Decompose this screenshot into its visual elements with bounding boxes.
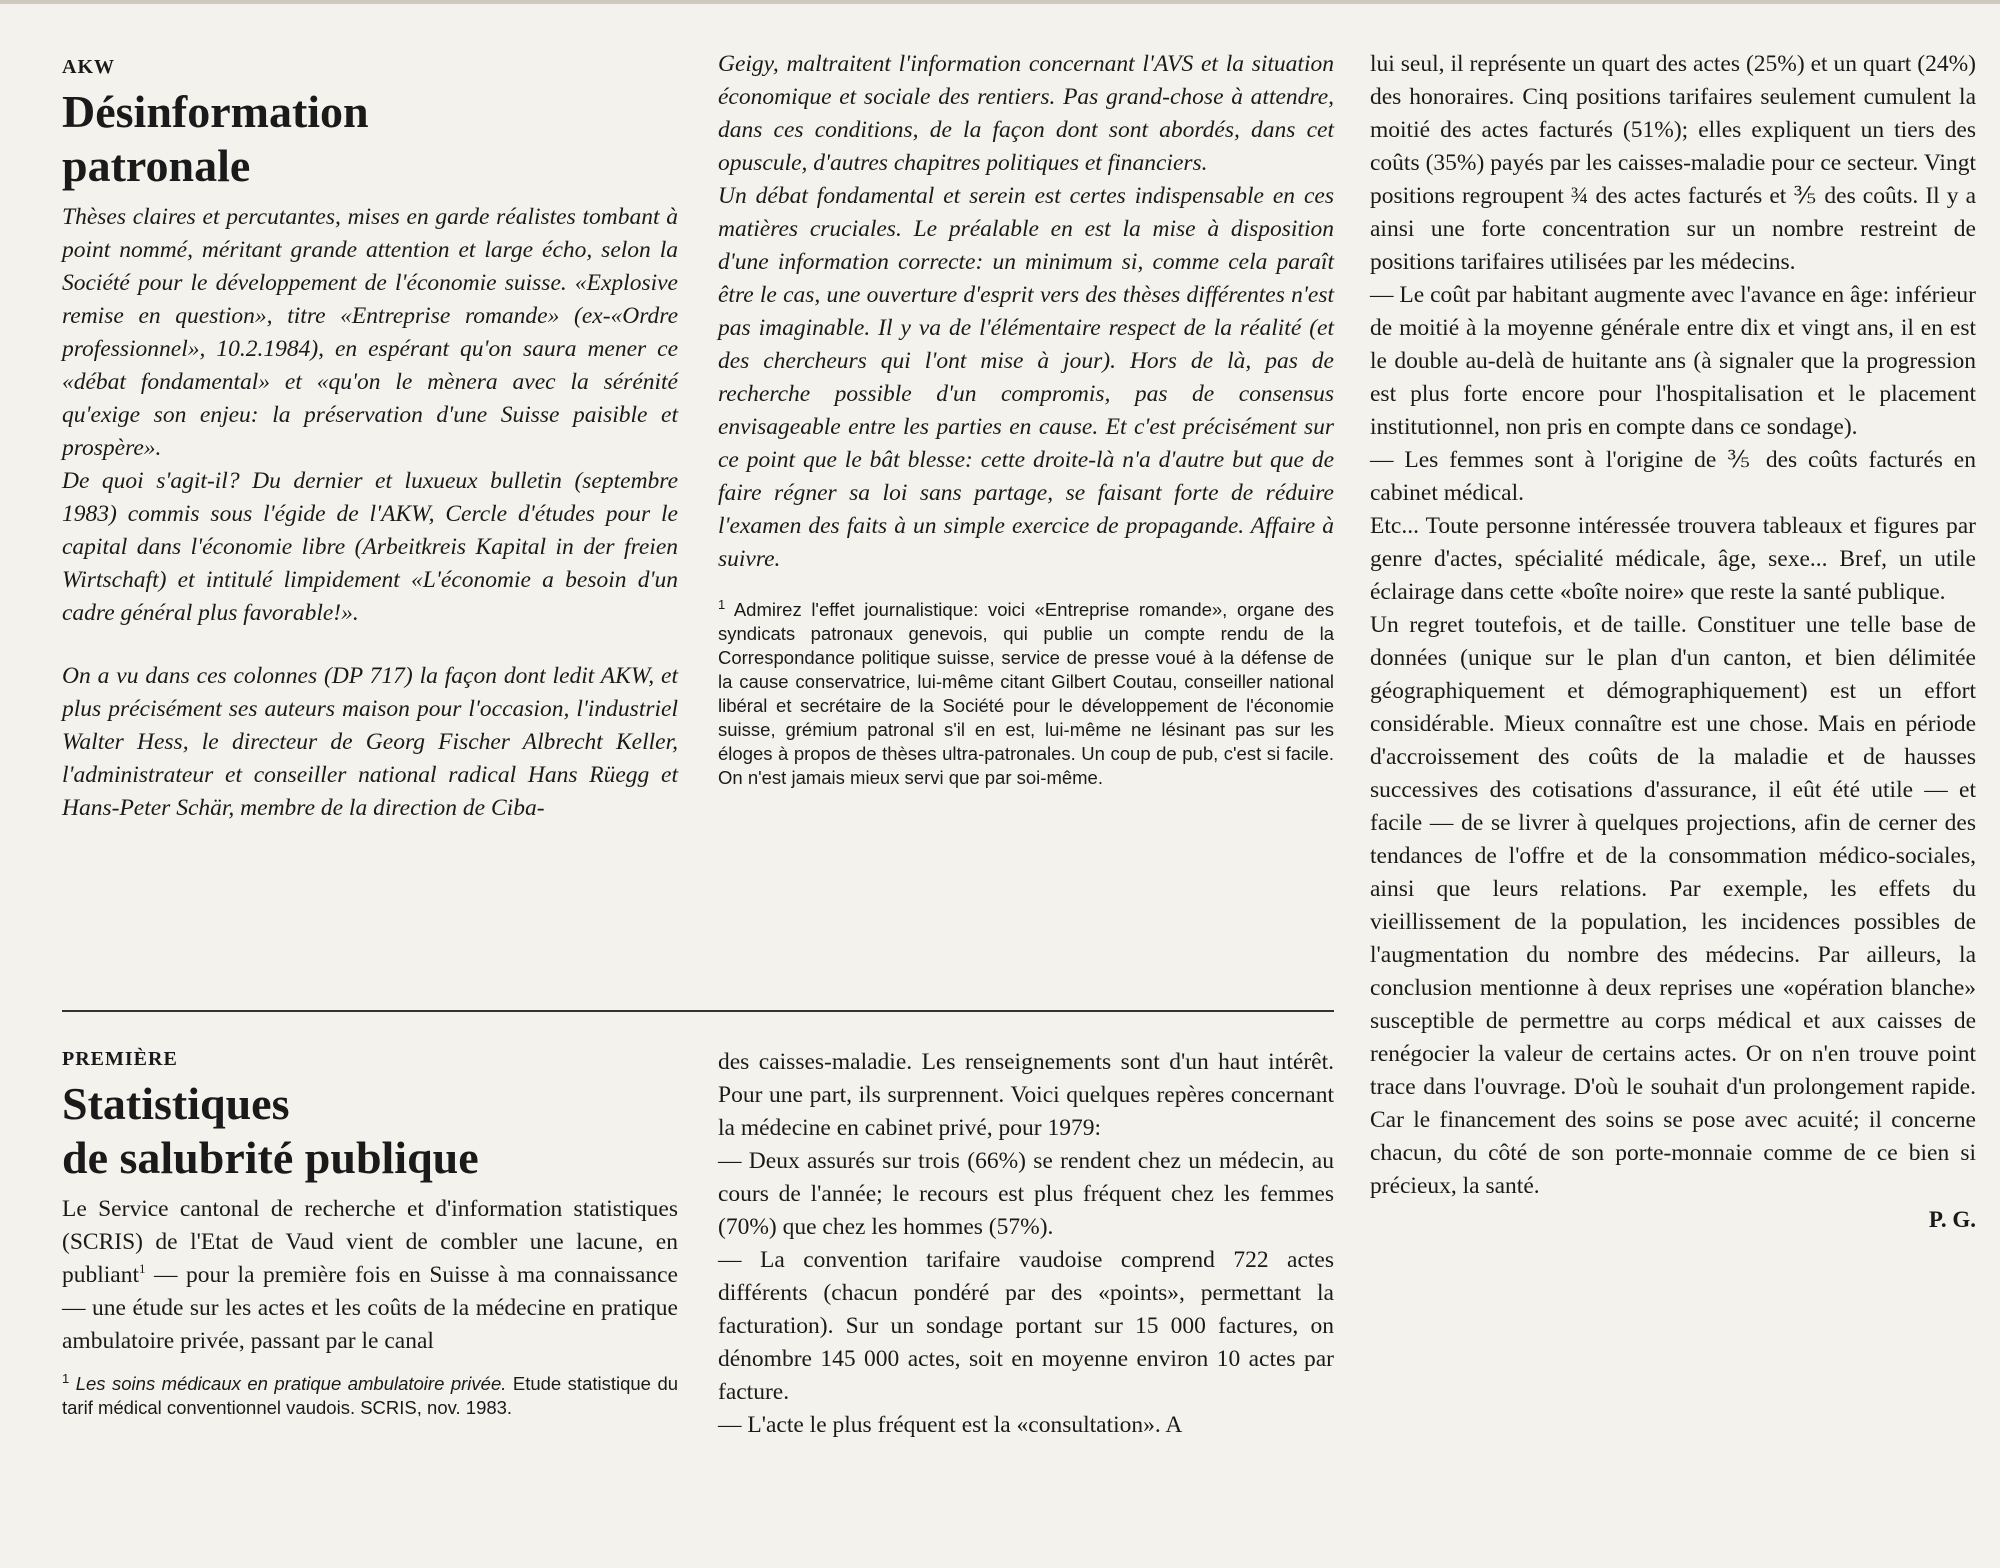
article1-paragraph: Geigy, maltraitent l'information concernant l'AVS et la situation économique et sociale des rentiers. Pas grand-chose à attendre, dans ces conditions, de la façon dont sont abordés, dans cet opuscule, d'autres chapitres politiques et financiers. [718, 51, 1334, 176]
article1-footnote [718, 598, 1334, 790]
article2-paragraph: Un regret toutefois, et de taille. Constituer une telle base de données (unique sur le plan d'un canton, et bien délimitée géographiquement et démographiquement) est un effort considérable. Mieux connaître est une chose. Mais en période d'accroissement des coûts de la maladie et de hausses successives des cotisations d'assurance, il eût été utile — et facile — de se livrer à quelques projections, afin de cerner des tendances de l'offre et de la consommation médico-sociales, ainsi que leurs relations. Par exemple, les effets du vieillissement de la population, les incidences possibles de l'augmentation du nombre des médecins. Par ailleurs, la conclusion mentionne à deux reprises une «opération blanche» susceptible de permettre au corps médical et aux caisses de renégocier la valeur de certains actes. Or on n'en trouve point trace dans l'ouvrage. D'où le souhait d'un prolongement rapide. Car le financement des soins se pose avec acuité; il concerne chacun, du côté de son porte-monnaie comme de ce bien si précieux, la santé. [1370, 612, 1976, 1199]
article2-title [62, 1077, 678, 1185]
article1-footnote-text: Admirez l'effet journalistique: voici «Entreprise romande», organe des syndicats patronaux genevois, qui publie un compte rendu de la Correspondance politique suisse, service de presse voué à la défense de la cause conservatrice, lui-même citant Gilbert Coutau, conseiller national libéral et secrétaire de la Société pour le développement de l'économie suisse, grémium patronal s'il en est, lui-même ne lésinant pas sur les éloges à propos de thèses ultra-patronales. Un coup de pub, c'est si facile. On n'est jamais mieux servi que par soi-même. [718, 599, 1334, 788]
top-edge [0, 0, 2000, 4]
article1-paragraph: De quoi s'agit-il? Du dernier et luxueux bulletin (septembre 1983) commis sous l'égide de l'AKW, Cercle d'études pour le capital dans l'économie libre (Arbeitkreis Kapital in der freien Wirtschaft) et intitulé limpidement «L'économie a besoin d'un cadre général plus favorable!». [62, 468, 678, 626]
article2-column1 [62, 1048, 678, 1420]
article2-title-line2: de salubrité publique [62, 1132, 479, 1183]
footnote-title: Les soins médicaux en pratique ambulatoire privée. [75, 1373, 507, 1394]
article2-kicker: PREMIÈRE [62, 1048, 178, 1070]
section-divider [62, 1010, 1334, 1012]
article1-title [62, 85, 678, 193]
article2-paragraph: — Deux assurés sur trois (66%) se rendent chez un médecin, au cours de l'année; le recours est plus fréquent chez les femmes (70%) que chez les hommes (57%). [718, 1148, 1334, 1240]
footnote-mark: 1 [62, 1370, 70, 1386]
article2-title-line1: Statistiques [62, 1078, 290, 1129]
article1-paragraph: On a vu dans ces colonnes (DP 717) la façon dont ledit AKW, et plus précisément ses auteurs maison pour l'occasion, l'industriel Walter Hess, le directeur de Georg Fischer Albrecht Keller, l'administrateur et conseiller national radical Hans Rüegg et Hans-Peter Schär, membre de la direction de Ciba- [62, 663, 678, 821]
article1-kicker: AKW [62, 56, 115, 78]
article2-paragraph: — Le coût par habitant augmente avec l'avance en âge: inférieur de moitié à la moyenne générale entre dix et vingt ans, il en est le double au-delà de huitante ans (à signaler que la progression est plus forte encore pour l'hospitalisation et le placement institutionnel, non pris en compte dans ce sondage). [1370, 282, 1976, 440]
article2-column2 [718, 1046, 1334, 1442]
article2-column3 [1370, 48, 1976, 1233]
article1-title-line2: patronale [62, 140, 251, 191]
article2-footnote [62, 1372, 678, 1420]
article1-column1 [62, 56, 678, 825]
article2-paragraph-part: — pour la première fois en Suisse à ma connaissance — une étude sur les actes et les coûts de la médecine en pratique ambulatoire privée, passant par le canal [62, 1262, 678, 1354]
article1-paragraph: Thèses claires et percutantes, mises en garde réalistes tombant à point nommé, méritant grande attention et large écho, selon la Société pour le développement de l'économie suisse. «Explosive remise en question», titre «Entreprise romande» (ex-«Ordre professionnel», 10.2.1984), en espérant qu'on saura mener ce «débat fondamental» et «qu'on le mènera avec la sérénité qu'exige son enjeu: la préservation d'une Suisse paisible et prospère». [62, 204, 678, 461]
footnote-ref: 1 [139, 1261, 146, 1277]
article2-paragraph: — Les femmes sont à l'origine de ⅗ des coûts facturés en cabinet médical. [1370, 447, 1976, 506]
article2-paragraph: — L'acte le plus fréquent est la «consultation». A [718, 1412, 1183, 1438]
article1-column2 [718, 48, 1334, 790]
author-signature: P. G. [1928, 1207, 1976, 1232]
article2-paragraph: lui seul, il représente un quart des actes (25%) et un quart (24%) des honoraires. Cinq positions tarifaires seulement cumulent la moitié des actes facturés (51%); elles expliquent un tiers des coûts (35%) payés par les caisses-maladie pour ce secteur. Vingt positions regroupent ¾ des actes facturés et ⅗ des coûts. Il y a ainsi une forte concentration sur un nombre restreint de positions tarifaires utilisées par les médecins. [1370, 51, 1976, 275]
footnote-mark: 1 [718, 596, 726, 612]
article1-title-line1: Désinformation [62, 86, 369, 137]
footnote-text: Etude statistique du tarif médical conventionnel vaudois. SCRIS, nov. 1983. [62, 1373, 679, 1418]
article2-paragraph-part: Le Service cantonal de recherche et d'information statistiques (SCRIS) de l'Etat de Vaud vient de combler une lacune, en publiant [62, 1196, 678, 1288]
article2-paragraph: des caisses-maladie. Les renseignements sont d'un haut intérêt. Pour une part, ils surprennent. Voici quelques repères concernant la médecine en cabinet privé, pour 1979: [718, 1049, 1334, 1141]
article2-paragraph: Etc... Toute personne intéressée trouvera tableaux et figures par genre d'actes, spécialité médicale, âge, sexe... Bref, un utile éclairage dans cette «boîte noire» que reste la santé publique. [1370, 513, 1976, 605]
article1-paragraph: Un débat fondamental et serein est certes indispensable en ces matières cruciales. Le préalable en est la mise à disposition d'une information correcte: un minimum si, comme cela paraît être le cas, une ouverture d'esprit vers des thèses différentes n'est pas imaginable. Il y va de l'élémentaire respect de la réalité (et des chercheurs qui l'ont mise à jour). Hors de là, pas de recherche possible d'un compromis, pas de consensus envisageable entre les parties en cause. Et c'est précisément sur ce point que le bât blesse: cette droite-là n'a d'autre but que de faire régner sa loi sans partage, se faisant forte de réduire l'examen des faits à un simple exercice de propagande. Affaire à suivre. [718, 183, 1334, 572]
article2-paragraph [62, 1193, 678, 1358]
article2-paragraph: — La convention tarifaire vaudoise comprend 722 actes différents (chacun pondéré par des «points», permettant la facturation). Sur un sondage portant sur 15 000 factures, on dénombre 145 000 actes, soit en moyenne environ 10 actes par facture. [718, 1247, 1334, 1405]
